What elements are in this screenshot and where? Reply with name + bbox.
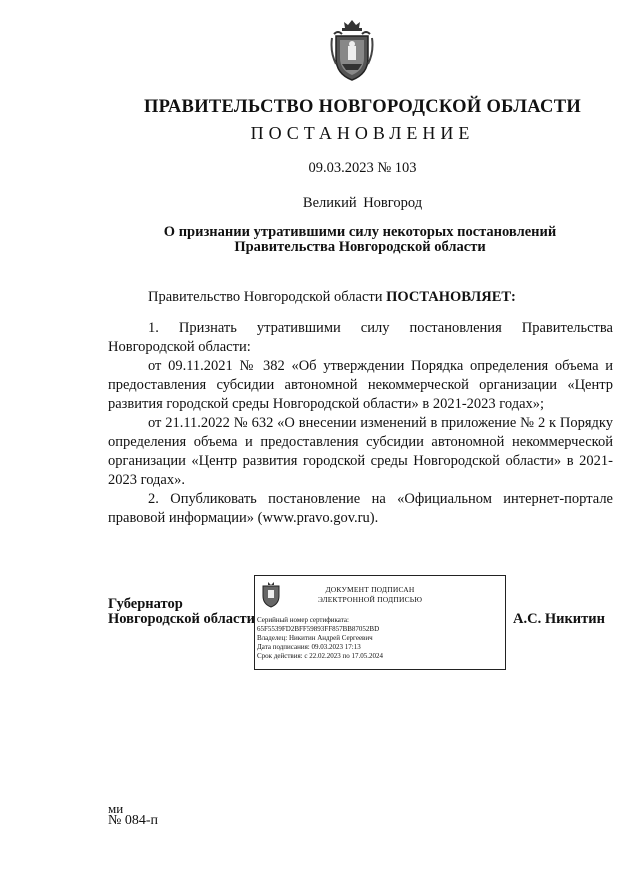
clause-1b: от 21.11.2022 № 632 «О внесении изменений в приложение № 2 к Порядку определения объема и предоставления субсидии автономной некоммерческой организации «Центр развития городской среды Новгородской области» в 2021-2023 годах».	[108, 415, 613, 488]
footer-initials: ми	[108, 801, 124, 816]
stamp-details	[257, 616, 383, 661]
government-title: ПРАВИТЕЛЬСТВО НОВГОРОДСКОЙ ОБЛАСТИ	[143, 97, 582, 117]
city: Великий Новгород	[302, 195, 423, 211]
clause-1: 1. Признать утратившими силу постановления Правительства Новгородской области:	[108, 320, 613, 355]
stamp-validity: Срок действия: с 22.02.2023 по 17.05.2024	[257, 652, 383, 660]
coat-of-arms-icon	[330, 18, 374, 84]
subject-line-2: Правительства Новгородской области	[234, 239, 486, 255]
signer-position-line-2: Новгородской области	[108, 611, 255, 627]
document-subject	[0, 225, 640, 255]
stamp-owner: Владелец: Никитин Андрей Сергеевич	[257, 634, 373, 642]
document-type: ПОСТАНОВЛЕНИЕ	[250, 123, 475, 143]
stamp-signed-date: Дата подписания: 09.03.2023 17:13	[257, 643, 361, 651]
preamble	[108, 288, 613, 307]
footer-number: № 084-п	[108, 813, 159, 828]
stamp-title-line-2: ЭЛЕКТРОННОЙ ПОДПИСЬЮ	[317, 595, 423, 604]
signer-position-line-1: Губернатор	[108, 596, 183, 612]
stamp-title-line-1: ДОКУМЕНТ ПОДПИСАН	[325, 585, 415, 594]
clause-1a: от 09.11.2021 № 382 «Об утверждении Порядка определения объема и предоставления субсидии автономной некоммерческой организации «Центр развития городской среды Новгородской области» в 2021-2023 годах»;	[108, 358, 613, 412]
preamble-text: Правительство Новгородской области	[148, 289, 387, 305]
stamp-serial: 65F5539FD2BFF59893FF857BB87052BD	[257, 625, 380, 633]
stamp-emblem-icon	[260, 580, 282, 608]
document-body	[108, 288, 613, 528]
date-number: 09.03.2023 № 103	[308, 160, 417, 176]
signer-position	[108, 597, 255, 627]
footer	[108, 803, 158, 827]
clause-2: 2. Опубликовать постановление на «Официальном интернет-портале правовой информации» (www.pravo.gov.ru).	[108, 491, 613, 526]
stamp-serial-label: Серийный номер сертификата:	[257, 616, 349, 624]
e-signature-stamp	[254, 575, 506, 670]
subject-line-1: О признании утратившими силу некоторых постановлений	[163, 224, 557, 240]
signer-name: А.С. Никитин	[513, 611, 605, 627]
stamp-title	[295, 585, 445, 605]
preamble-decree: ПОСТАНОВЛЯЕТ:	[386, 289, 516, 305]
